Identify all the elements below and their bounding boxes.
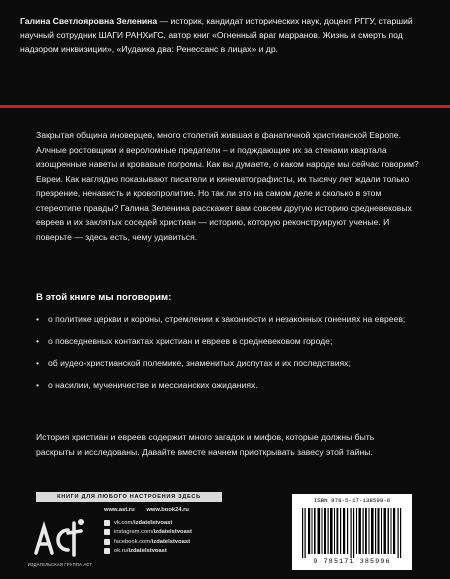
barcode-digits: 9 785171 385996	[313, 558, 391, 565]
topics-list	[36, 312, 426, 400]
website-links	[104, 507, 234, 513]
vk-icon	[104, 520, 110, 526]
topic-text: о насилии, мученичестве и мессианских ожиданиях.	[48, 380, 258, 390]
publisher-group-name: ИЗДАТЕЛЬСКАЯ ГРУППА АСТ	[27, 562, 93, 567]
bullet-icon: •	[36, 336, 40, 346]
description-paragraph-2: Евреи. Как наглядно показывают писатели и кинематографисты, их тысячу лет ждали только презрение, ненависть и кровопролитие. Но так ли это на самом деле и сколько в этом стереотипе правды? Галина Зеленина расскажет вам совсем другую историю средневековых евреев и их заклятых соседей христиан — историю, которую реконструируют ученые. И поверьте — здесь есть, чему удивиться.	[36, 173, 412, 242]
instagram-icon	[104, 529, 110, 535]
topic-item	[36, 356, 426, 370]
publisher-tagline: КНИГИ ДЛЯ ЛЮБОГО НАСТРОЕНИЯ ЗДЕСЬ	[36, 492, 222, 502]
social-link-facebook[interactable]	[104, 537, 234, 547]
social-link-ok[interactable]	[104, 547, 234, 557]
social-handle: izdatelstvoast	[128, 548, 167, 555]
description-paragraph-1: Закрытая община иноверцев, много столетий жившая в фанатичной христианской Европе. Алчные ростовщики и вероломные предатели – и подждающие их за стенами квартала изощренные наветы и кровавые погромы. Как вы думаете, о каком народе мы сейчас говорим?	[36, 130, 419, 169]
barcode-bars-icon	[300, 508, 404, 558]
author-bio	[20, 14, 430, 56]
topic-text: об иудео-христианской полемике, знаменитых диспутах и их последствиях;	[48, 358, 351, 368]
isbn-barcode	[292, 494, 412, 570]
social-link-instagram[interactable]	[104, 528, 234, 538]
topic-item	[36, 334, 426, 348]
social-prefix: instagram.com/	[114, 529, 154, 536]
social-handle: izdatelstvoast	[153, 529, 192, 536]
bullet-icon: •	[36, 380, 40, 390]
topic-item	[36, 312, 426, 326]
topic-text: о повседневных контактах христиан и евреев в средневековом городе;	[48, 336, 333, 346]
social-prefix: vk.com/	[114, 519, 134, 526]
social-prefix: ok.ru/	[114, 548, 129, 555]
bullet-icon: •	[36, 314, 40, 324]
bullet-icon: •	[36, 358, 40, 368]
social-link-vk[interactable]	[104, 518, 234, 528]
topics-heading: В этой книге мы поговорим:	[36, 292, 172, 303]
odnoklassniki-icon	[104, 548, 110, 554]
social-handle: izdatelstvoast	[151, 538, 191, 545]
isbn-number: ISBN 978-5-17-138599-6	[313, 497, 391, 504]
publisher-links	[104, 507, 234, 556]
topic-item	[36, 378, 426, 392]
closing-paragraph: История христиан и евреев содержит много загадок и мифов, которые должны быть раскрыты и исследованы. Давайте вместе начнем приоткрывать завесу этой тайны.	[36, 432, 375, 457]
author-bio-text: — историк, кандидат исторических наук, доцент РГГУ, старший научный сотрудник ШАГИ РАНХиГС, автор книг «Огненный враг марранов. Жизнь и смерть под надзором инквизиции», «Иудаика два: Ренессанс в лицах» и др.	[20, 16, 413, 54]
website-link-ast[interactable]: www.ast.ru	[104, 507, 135, 513]
author-name: Галина Светлояровна Зеленина	[20, 16, 158, 26]
book-description	[36, 128, 420, 244]
social-prefix: facebook.com/	[114, 538, 152, 545]
social-handle: izdatelstvoast	[133, 519, 173, 526]
topic-text: о политике церкви и короны, стремлении к законности и незаконных гонениях на евреев;	[48, 314, 406, 324]
red-divider	[0, 105, 450, 108]
facebook-icon	[104, 539, 110, 545]
website-link-book24[interactable]: www.book24.ru	[146, 507, 189, 513]
